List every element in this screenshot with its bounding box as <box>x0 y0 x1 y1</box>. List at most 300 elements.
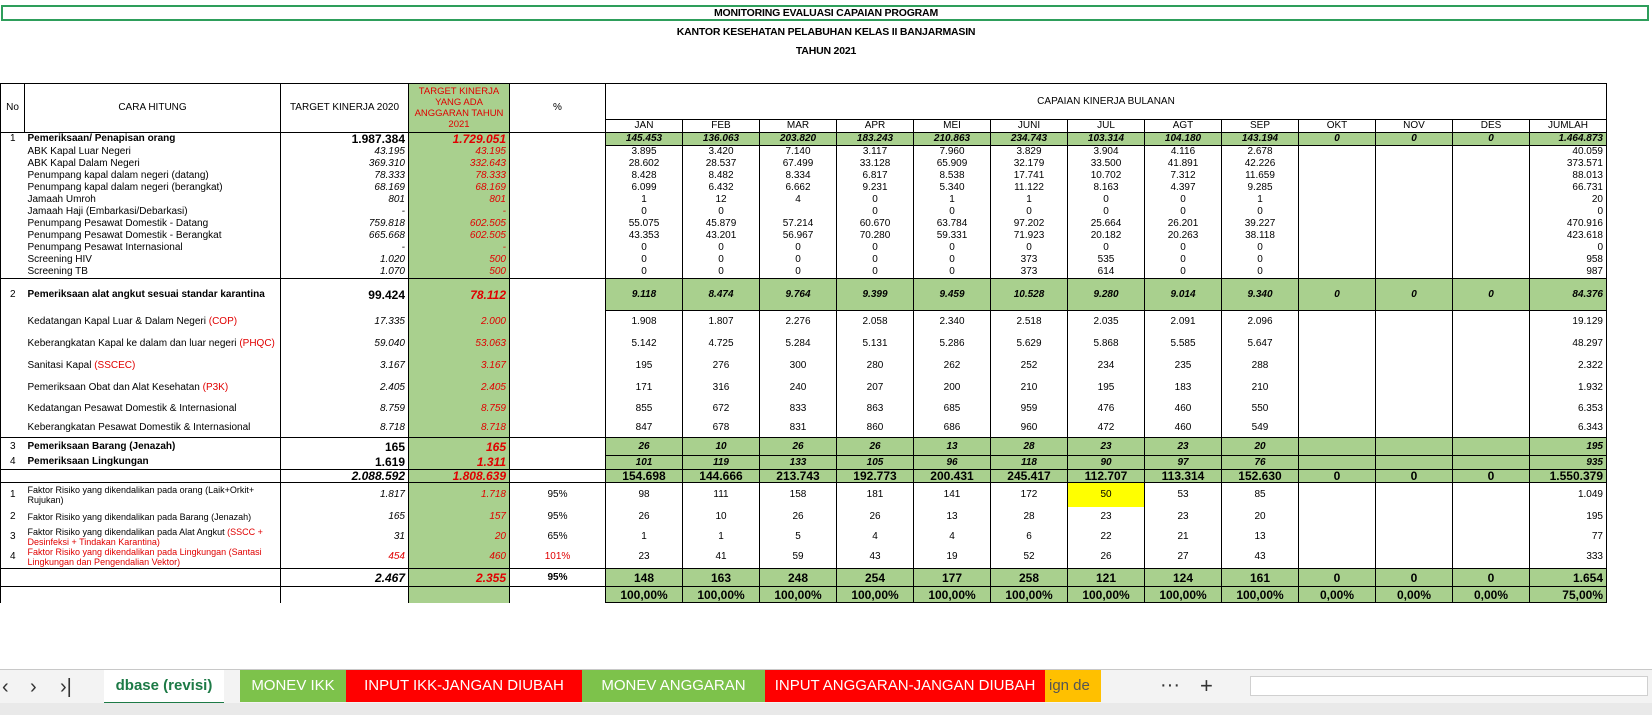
month-value-cell[interactable]: 9.231 <box>837 182 914 194</box>
percent-cell[interactable] <box>510 587 606 603</box>
target-2020-cell[interactable]: 1.987.384 <box>281 133 409 146</box>
percent-cell[interactable] <box>510 146 606 159</box>
month-value-cell[interactable]: 96 <box>914 456 991 470</box>
percent-cell[interactable] <box>510 230 606 242</box>
month-value-cell[interactable]: 20 <box>1530 194 1607 206</box>
target-2021-cell[interactable]: 460 <box>409 547 510 569</box>
month-value-cell[interactable]: 103.314 <box>1068 133 1145 146</box>
month-value-cell[interactable]: 6 <box>991 527 1068 547</box>
target-2021-cell[interactable]: 20 <box>409 527 510 547</box>
month-value-cell[interactable]: 0 <box>1145 266 1222 279</box>
month-value-cell[interactable] <box>1376 547 1453 569</box>
month-value-cell[interactable]: 65.909 <box>914 158 991 170</box>
month-value-cell[interactable]: 476 <box>1068 399 1145 419</box>
month-value-cell[interactable]: 9.285 <box>1222 182 1299 194</box>
month-value-cell[interactable]: 0 <box>760 266 837 279</box>
month-value-cell[interactable]: 25.664 <box>1068 218 1145 230</box>
month-value-cell[interactable] <box>1453 254 1530 266</box>
month-value-cell[interactable]: 145.453 <box>606 133 683 146</box>
row-label[interactable] <box>25 419 281 438</box>
percent-cell[interactable] <box>510 311 606 333</box>
target-2021-cell[interactable]: 500 <box>409 266 510 279</box>
percent-cell[interactable] <box>510 377 606 399</box>
month-value-cell[interactable]: 5.340 <box>914 182 991 194</box>
target-2020-cell[interactable]: 8.759 <box>281 399 409 419</box>
month-value-cell[interactable] <box>1299 547 1376 569</box>
month-value-cell[interactable]: 1 <box>606 194 683 206</box>
target-2021-cell[interactable]: - <box>409 242 510 254</box>
month-value-cell[interactable]: 686 <box>914 419 991 438</box>
month-value-cell[interactable]: 38.118 <box>1222 230 1299 242</box>
month-value-cell[interactable] <box>1376 146 1453 159</box>
month-value-cell[interactable]: 1.932 <box>1530 377 1607 399</box>
month-value-cell[interactable]: 63.784 <box>914 218 991 230</box>
month-value-cell[interactable]: 373 <box>991 266 1068 279</box>
month-value-cell[interactable] <box>1453 399 1530 419</box>
month-value-cell[interactable] <box>1453 456 1530 470</box>
month-value-cell[interactable]: 0 <box>683 206 760 218</box>
tab-dbase-revisi[interactable]: dbase (revisi) <box>104 670 224 705</box>
row-label[interactable] <box>25 355 281 377</box>
month-value-cell[interactable]: 100,00% <box>760 587 837 603</box>
month-value-cell[interactable]: 98 <box>606 483 683 507</box>
month-value-cell[interactable] <box>1453 333 1530 355</box>
month-value-cell[interactable]: 111 <box>683 483 760 507</box>
percent-cell[interactable] <box>510 456 606 470</box>
row-label[interactable] <box>25 279 281 311</box>
month-value-cell[interactable]: 195 <box>1530 507 1607 527</box>
row-no[interactable] <box>1 399 25 419</box>
target-2020-cell[interactable]: 2.405 <box>281 377 409 399</box>
target-2021-cell[interactable]: 165 <box>409 438 510 456</box>
month-value-cell[interactable]: 4.397 <box>1145 182 1222 194</box>
row-no[interactable]: 1 <box>1 133 25 146</box>
percent-cell[interactable] <box>510 158 606 170</box>
month-value-cell[interactable]: 235 <box>1145 355 1222 377</box>
month-value-cell[interactable] <box>1299 483 1376 507</box>
row-no[interactable]: 3 <box>1 438 25 456</box>
percent-cell[interactable]: 95% <box>510 569 606 587</box>
month-value-cell[interactable]: 45.879 <box>683 218 760 230</box>
month-value-cell[interactable]: 863 <box>837 399 914 419</box>
month-value-cell[interactable]: 10.528 <box>991 279 1068 311</box>
month-value-cell[interactable]: 5.585 <box>1145 333 1222 355</box>
month-value-cell[interactable] <box>1376 527 1453 547</box>
month-value-cell[interactable]: 0 <box>1299 279 1376 311</box>
month-value-cell[interactable]: 13 <box>914 438 991 456</box>
month-value-cell[interactable]: 472 <box>1068 419 1145 438</box>
row-label[interactable] <box>25 230 281 242</box>
month-value-cell[interactable]: 17.741 <box>991 170 1068 182</box>
month-value-cell[interactable]: 987 <box>1530 266 1607 279</box>
month-value-cell[interactable]: 1.908 <box>606 311 683 333</box>
target-2021-cell[interactable]: 1.718 <box>409 483 510 507</box>
month-value-cell[interactable] <box>1299 377 1376 399</box>
month-value-cell[interactable]: 19.129 <box>1530 311 1607 333</box>
month-value-cell[interactable]: 13 <box>914 507 991 527</box>
month-value-cell[interactable]: 423.618 <box>1530 230 1607 242</box>
month-value-cell[interactable]: 26 <box>837 507 914 527</box>
month-value-cell[interactable]: 2.518 <box>991 311 1068 333</box>
month-value-cell[interactable]: 3.117 <box>837 146 914 159</box>
month-value-cell[interactable] <box>1376 158 1453 170</box>
month-value-cell[interactable]: 959 <box>991 399 1068 419</box>
month-value-cell[interactable] <box>1299 311 1376 333</box>
month-value-cell[interactable] <box>1299 333 1376 355</box>
month-value-cell[interactable]: 8.163 <box>1068 182 1145 194</box>
month-value-cell[interactable]: 0 <box>1299 470 1376 483</box>
month-value-cell[interactable]: 0 <box>1530 206 1607 218</box>
target-2020-cell[interactable]: 43.195 <box>281 146 409 159</box>
month-value-cell[interactable]: 240 <box>760 377 837 399</box>
row-label[interactable] <box>25 218 281 230</box>
month-value-cell[interactable]: 43.353 <box>606 230 683 242</box>
row-label[interactable] <box>25 527 281 547</box>
month-value-cell[interactable]: 0 <box>1376 569 1453 587</box>
month-value-cell[interactable] <box>1453 218 1530 230</box>
month-value-cell[interactable]: 685 <box>914 399 991 419</box>
month-value-cell[interactable]: 23 <box>1145 507 1222 527</box>
month-value-cell[interactable]: 26 <box>1068 547 1145 569</box>
target-2021-cell[interactable]: 53.063 <box>409 333 510 355</box>
month-value-cell[interactable]: 13 <box>1222 527 1299 547</box>
month-value-cell[interactable]: 41.891 <box>1145 158 1222 170</box>
target-2021-cell[interactable]: 2.405 <box>409 377 510 399</box>
month-value-cell[interactable]: 234.743 <box>991 133 1068 146</box>
month-value-cell[interactable] <box>1376 419 1453 438</box>
month-value-cell[interactable]: 26 <box>606 438 683 456</box>
month-value-cell[interactable]: 2.096 <box>1222 311 1299 333</box>
month-value-cell[interactable]: 0 <box>1453 279 1530 311</box>
month-value-cell[interactable]: 40.059 <box>1530 146 1607 159</box>
month-value-cell[interactable]: 119 <box>683 456 760 470</box>
month-value-cell[interactable]: 5.647 <box>1222 333 1299 355</box>
month-value-cell[interactable] <box>1453 547 1530 569</box>
month-value-cell[interactable]: 12 <box>683 194 760 206</box>
target-2021-cell[interactable]: 2.355 <box>409 569 510 587</box>
month-value-cell[interactable]: 9.280 <box>1068 279 1145 311</box>
month-value-cell[interactable]: 0 <box>1222 242 1299 254</box>
month-value-cell[interactable]: 0 <box>837 242 914 254</box>
month-value-cell[interactable]: 0 <box>1453 569 1530 587</box>
target-2021-cell[interactable]: 8.759 <box>409 399 510 419</box>
month-value-cell[interactable]: 33.128 <box>837 158 914 170</box>
month-value-cell[interactable]: 26 <box>837 438 914 456</box>
month-value-cell[interactable]: 20 <box>1222 438 1299 456</box>
month-value-cell[interactable]: 8.482 <box>683 170 760 182</box>
target-2020-cell[interactable]: 165 <box>281 438 409 456</box>
target-2021-cell[interactable]: 332.643 <box>409 158 510 170</box>
month-value-cell[interactable] <box>1299 206 1376 218</box>
month-value-cell[interactable]: 245.417 <box>991 470 1068 483</box>
row-no[interactable] <box>1 569 25 587</box>
month-value-cell[interactable]: 10 <box>683 507 760 527</box>
row-no[interactable] <box>1 377 25 399</box>
target-2020-cell[interactable]: 1.020 <box>281 254 409 266</box>
month-value-cell[interactable]: 276 <box>683 355 760 377</box>
tab-input-anggaran[interactable]: INPUT ANGGARAN-JANGAN DIUBAH <box>765 670 1045 702</box>
month-value-cell[interactable]: 60.670 <box>837 218 914 230</box>
tab-monev-anggaran[interactable]: MONEV ANGGARAN <box>582 670 765 702</box>
row-label[interactable] <box>25 587 281 603</box>
month-value-cell[interactable]: 0 <box>606 254 683 266</box>
target-2020-cell[interactable]: - <box>281 242 409 254</box>
month-value-cell[interactable] <box>1376 438 1453 456</box>
percent-cell[interactable] <box>510 470 606 483</box>
month-value-cell[interactable]: 70.280 <box>837 230 914 242</box>
month-value-cell[interactable]: 535 <box>1068 254 1145 266</box>
month-value-cell[interactable]: 203.820 <box>760 133 837 146</box>
month-value-cell[interactable]: 67.499 <box>760 158 837 170</box>
row-label[interactable] <box>25 194 281 206</box>
target-2020-cell[interactable]: 31 <box>281 527 409 547</box>
month-value-cell[interactable]: 100,00% <box>914 587 991 603</box>
month-value-cell[interactable]: 0 <box>914 254 991 266</box>
target-2021-cell[interactable]: 3.167 <box>409 355 510 377</box>
month-value-cell[interactable]: 470.916 <box>1530 218 1607 230</box>
month-value-cell[interactable]: 0 <box>1299 133 1376 146</box>
tab-monev-ikk[interactable]: MONEV IKK <box>240 670 346 702</box>
month-value-cell[interactable]: 136.063 <box>683 133 760 146</box>
percent-cell[interactable] <box>510 419 606 438</box>
month-value-cell[interactable]: 262 <box>914 355 991 377</box>
month-value-cell[interactable]: 9.764 <box>760 279 837 311</box>
month-value-cell[interactable]: 28 <box>991 507 1068 527</box>
month-value-cell[interactable] <box>1376 218 1453 230</box>
month-value-cell[interactable]: 9.399 <box>837 279 914 311</box>
month-value-cell[interactable] <box>1299 507 1376 527</box>
month-value-cell[interactable]: 28.537 <box>683 158 760 170</box>
target-2021-cell[interactable]: 1.729.051 <box>409 133 510 146</box>
row-no[interactable]: 4 <box>1 547 25 569</box>
row-label[interactable] <box>25 266 281 279</box>
percent-cell[interactable]: 65% <box>510 527 606 547</box>
month-value-cell[interactable]: 0 <box>606 206 683 218</box>
month-value-cell[interactable]: 90 <box>1068 456 1145 470</box>
month-value-cell[interactable] <box>1453 507 1530 527</box>
target-2020-cell[interactable]: 59.040 <box>281 333 409 355</box>
month-value-cell[interactable]: 2.678 <box>1222 146 1299 159</box>
month-value-cell[interactable]: 141 <box>914 483 991 507</box>
row-label[interactable] <box>25 547 281 569</box>
target-2020-cell[interactable]: 78.333 <box>281 170 409 182</box>
month-value-cell[interactable]: 860 <box>837 419 914 438</box>
month-value-cell[interactable]: 4 <box>837 527 914 547</box>
target-2020-cell[interactable]: 99.424 <box>281 279 409 311</box>
month-value-cell[interactable]: 112.707 <box>1068 470 1145 483</box>
target-2021-cell[interactable]: 8.718 <box>409 419 510 438</box>
month-value-cell[interactable]: 0 <box>1145 242 1222 254</box>
month-value-cell[interactable] <box>1299 230 1376 242</box>
month-value-cell[interactable]: 27 <box>1145 547 1222 569</box>
month-value-cell[interactable]: 1.550.379 <box>1530 470 1607 483</box>
row-no[interactable] <box>1 230 25 242</box>
month-value-cell[interactable]: 100,00% <box>1068 587 1145 603</box>
month-value-cell[interactable]: 210.863 <box>914 133 991 146</box>
month-value-cell[interactable]: 0 <box>914 206 991 218</box>
month-value-cell[interactable]: 300 <box>760 355 837 377</box>
month-value-cell[interactable]: 195 <box>606 355 683 377</box>
month-value-cell[interactable] <box>1299 194 1376 206</box>
row-label[interactable] <box>25 182 281 194</box>
percent-cell[interactable] <box>510 218 606 230</box>
row-no[interactable]: 2 <box>1 507 25 527</box>
month-value-cell[interactable]: 43.201 <box>683 230 760 242</box>
month-value-cell[interactable]: 0 <box>991 242 1068 254</box>
target-2021-cell[interactable]: 68.169 <box>409 182 510 194</box>
month-value-cell[interactable]: 5 <box>760 527 837 547</box>
month-value-cell[interactable]: 4.116 <box>1145 146 1222 159</box>
month-value-cell[interactable] <box>1453 158 1530 170</box>
row-label[interactable] <box>25 311 281 333</box>
month-value-cell[interactable] <box>1299 419 1376 438</box>
row-no[interactable] <box>1 355 25 377</box>
month-value-cell[interactable]: 9.459 <box>914 279 991 311</box>
month-value-cell[interactable]: 5.131 <box>837 333 914 355</box>
month-value-cell[interactable]: 161 <box>1222 569 1299 587</box>
month-value-cell[interactable]: 0 <box>1068 206 1145 218</box>
row-label[interactable] <box>25 470 281 483</box>
month-value-cell[interactable] <box>1376 377 1453 399</box>
month-value-cell[interactable]: 97.202 <box>991 218 1068 230</box>
tab-last-icon[interactable]: ›| <box>60 676 72 698</box>
target-2020-cell[interactable]: 801 <box>281 194 409 206</box>
month-value-cell[interactable]: 0 <box>1068 194 1145 206</box>
month-value-cell[interactable] <box>1453 419 1530 438</box>
row-no[interactable] <box>1 587 25 603</box>
month-value-cell[interactable]: 0 <box>683 242 760 254</box>
add-sheet-icon[interactable]: + <box>1200 673 1213 698</box>
month-value-cell[interactable] <box>1299 242 1376 254</box>
month-value-cell[interactable]: 0 <box>991 206 1068 218</box>
month-value-cell[interactable]: 23 <box>1068 507 1145 527</box>
row-no[interactable] <box>1 158 25 170</box>
month-value-cell[interactable]: 678 <box>683 419 760 438</box>
month-value-cell[interactable]: 41 <box>683 547 760 569</box>
target-2021-cell[interactable] <box>409 587 510 603</box>
month-value-cell[interactable]: 100,00% <box>837 587 914 603</box>
horizontal-scrollbar[interactable] <box>1250 676 1648 696</box>
row-label[interactable] <box>25 206 281 218</box>
month-value-cell[interactable]: 2.091 <box>1145 311 1222 333</box>
percent-cell[interactable] <box>510 355 606 377</box>
month-value-cell[interactable]: 77 <box>1530 527 1607 547</box>
month-value-cell[interactable]: 1.807 <box>683 311 760 333</box>
month-value-cell[interactable]: 143.194 <box>1222 133 1299 146</box>
month-value-cell[interactable]: 3.895 <box>606 146 683 159</box>
month-value-cell[interactable]: 22 <box>1068 527 1145 547</box>
month-value-cell[interactable] <box>1376 355 1453 377</box>
month-value-cell[interactable]: 118 <box>991 456 1068 470</box>
month-value-cell[interactable] <box>1376 399 1453 419</box>
row-no[interactable]: 2 <box>1 279 25 311</box>
month-value-cell[interactable]: 6.099 <box>606 182 683 194</box>
percent-cell[interactable] <box>510 170 606 182</box>
month-value-cell[interactable]: 5.629 <box>991 333 1068 355</box>
month-value-cell[interactable] <box>1299 527 1376 547</box>
target-2021-cell[interactable]: 43.195 <box>409 146 510 159</box>
month-value-cell[interactable]: 373 <box>991 254 1068 266</box>
month-value-cell[interactable] <box>1376 170 1453 182</box>
row-label[interactable] <box>25 456 281 470</box>
percent-cell[interactable] <box>510 133 606 146</box>
month-value-cell[interactable]: 6.662 <box>760 182 837 194</box>
month-value-cell[interactable]: 23 <box>1068 438 1145 456</box>
month-value-cell[interactable]: 10.702 <box>1068 170 1145 182</box>
month-value-cell[interactable] <box>1299 438 1376 456</box>
target-2020-cell[interactable]: 454 <box>281 547 409 569</box>
month-value-cell[interactable]: 6.432 <box>683 182 760 194</box>
month-value-cell[interactable]: 177 <box>914 569 991 587</box>
month-value-cell[interactable]: 0 <box>1453 470 1530 483</box>
target-2020-cell[interactable]: 1.817 <box>281 483 409 507</box>
target-2021-cell[interactable]: 500 <box>409 254 510 266</box>
month-value-cell[interactable]: 75,00% <box>1530 587 1607 603</box>
month-value-cell[interactable]: 100,00% <box>991 587 1068 603</box>
target-2020-cell[interactable]: 665.668 <box>281 230 409 242</box>
month-value-cell[interactable]: 258 <box>991 569 1068 587</box>
row-no[interactable] <box>1 311 25 333</box>
percent-cell[interactable] <box>510 254 606 266</box>
month-value-cell[interactable] <box>1299 399 1376 419</box>
month-value-cell[interactable]: 100,00% <box>683 587 760 603</box>
month-value-cell[interactable]: 0 <box>683 254 760 266</box>
row-no[interactable]: 4 <box>1 456 25 470</box>
month-value-cell[interactable] <box>1453 377 1530 399</box>
target-2021-cell[interactable]: 78.333 <box>409 170 510 182</box>
month-value-cell[interactable]: 5.286 <box>914 333 991 355</box>
month-value-cell[interactable] <box>1376 230 1453 242</box>
month-value-cell[interactable]: 20.182 <box>1068 230 1145 242</box>
target-2020-cell[interactable]: 1.070 <box>281 266 409 279</box>
month-value-cell[interactable]: 133 <box>760 456 837 470</box>
month-value-cell[interactable]: 855 <box>606 399 683 419</box>
row-label[interactable] <box>25 507 281 527</box>
month-value-cell[interactable] <box>1453 206 1530 218</box>
month-value-cell[interactable]: 0 <box>1222 206 1299 218</box>
row-label[interactable] <box>25 146 281 159</box>
month-value-cell[interactable]: 460 <box>1145 419 1222 438</box>
month-value-cell[interactable] <box>1376 206 1453 218</box>
month-value-cell[interactable]: 1 <box>606 527 683 547</box>
month-value-cell[interactable]: 11.659 <box>1222 170 1299 182</box>
month-value-cell[interactable]: 210 <box>991 377 1068 399</box>
month-value-cell[interactable] <box>1299 158 1376 170</box>
month-value-cell[interactable]: 181 <box>837 483 914 507</box>
month-value-cell[interactable]: 171 <box>606 377 683 399</box>
month-value-cell[interactable]: 32.179 <box>991 158 1068 170</box>
month-value-cell[interactable]: 56.967 <box>760 230 837 242</box>
month-value-cell[interactable]: 0 <box>914 266 991 279</box>
month-value-cell[interactable] <box>1376 483 1453 507</box>
month-value-cell[interactable]: 48.297 <box>1530 333 1607 355</box>
row-label[interactable] <box>25 438 281 456</box>
percent-cell[interactable]: 95% <box>510 507 606 527</box>
month-value-cell[interactable]: 154.698 <box>606 470 683 483</box>
month-value-cell[interactable]: 549 <box>1222 419 1299 438</box>
month-value-cell[interactable]: 9.340 <box>1222 279 1299 311</box>
month-value-cell[interactable]: 0 <box>1376 133 1453 146</box>
month-value-cell[interactable]: 0 <box>1453 133 1530 146</box>
month-value-cell[interactable]: 213.743 <box>760 470 837 483</box>
month-value-cell[interactable]: 0 <box>837 206 914 218</box>
month-value-cell[interactable]: 0 <box>837 254 914 266</box>
month-value-cell[interactable]: 0 <box>760 254 837 266</box>
month-value-cell[interactable]: 672 <box>683 399 760 419</box>
month-value-cell[interactable]: 8.334 <box>760 170 837 182</box>
month-value-cell[interactable]: 195 <box>1530 438 1607 456</box>
month-value-cell[interactable]: 42.226 <box>1222 158 1299 170</box>
